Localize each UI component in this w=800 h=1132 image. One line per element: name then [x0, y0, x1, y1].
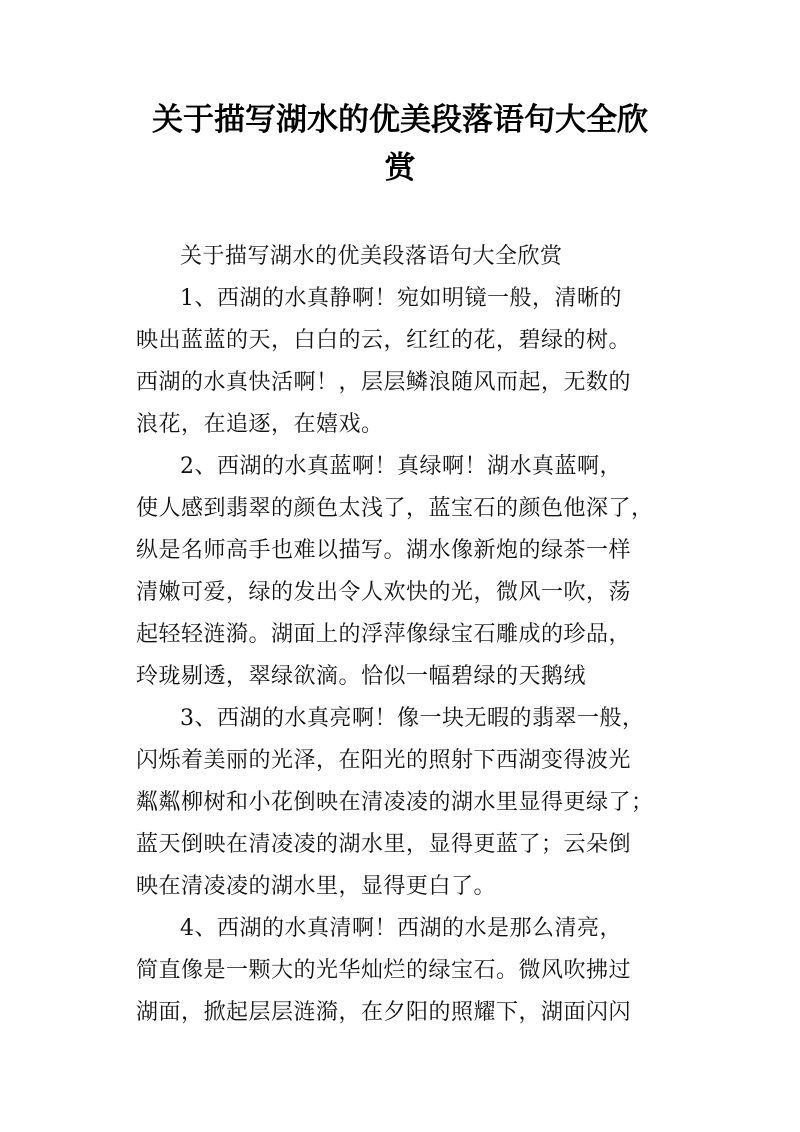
title-line-2: 赏 — [384, 150, 416, 186]
paragraph-3-line: 粼粼柳树和小花倒映在清凌凌的湖水里显得更绿了； — [136, 790, 654, 815]
paragraph-4-line: 4、西湖的水真清啊！西湖的水是那么清亮， — [180, 916, 622, 941]
paragraph-1-line: 浪花，在追逐，在嬉戏。 — [136, 412, 384, 437]
document-body — [136, 236, 676, 1034]
paragraph-3-line: 蓝天倒映在清凌凌的湖水里，显得更蓝了；云朵倒 — [136, 832, 632, 857]
paragraph-2-line: 2、西湖的水真蓝啊！真绿啊！湖水真蓝啊， — [180, 454, 622, 479]
paragraph-2-line: 起轻轻涟漪。湖面上的浮萍像绿宝石雕成的珍品， — [136, 622, 632, 647]
paragraph-1-line: 西湖的水真快活啊！，层层鳞浪随风而起，无数的 — [136, 370, 632, 395]
paragraph-4-line: 湖面，掀起层层涟漪，在夕阳的照耀下，湖面闪闪 — [136, 1000, 632, 1025]
paragraph-2-line: 使人感到翡翠的颜色太浅了，蓝宝石的颜色他深了， — [136, 496, 654, 521]
paragraph-3-line: 3、西湖的水真亮啊！像一块无暇的翡翠一般， — [180, 706, 645, 731]
paragraph-1-line: 1、西湖的水真静啊！宛如明镜一般，清晰的 — [180, 286, 622, 311]
paragraph-2-line: 清嫩可爱，绿的发出令人欢快的光，微风一吹，荡 — [136, 580, 632, 605]
paragraph-4-line: 简直像是一颗大的光华灿烂的绿宝石。微风吹拂过 — [136, 958, 632, 983]
paragraph-2-line: 纵是名师高手也难以描写。湖水像新炮的绿茶一样 — [136, 538, 632, 563]
paragraph-3-line: 映在清凌凌的湖水里，显得更白了。 — [136, 874, 497, 899]
paragraph-3-line: 闪烁着美丽的光泽，在阳光的照射下西湖变得波光 — [136, 748, 632, 773]
paragraph-1-line: 映出蓝蓝的天，白白的云，红红的花，碧绿的树。 — [136, 328, 632, 353]
page-title — [100, 96, 700, 192]
paragraph-2-line: 玲珑剔透，翠绿欲滴。恰似一幅碧绿的天鹅绒 — [136, 664, 587, 689]
subtitle-line: 关于描写湖水的优美段落语句大全欣赏 — [180, 244, 563, 269]
title-line-1: 关于描写湖水的优美段落语句大全欣 — [152, 102, 648, 138]
